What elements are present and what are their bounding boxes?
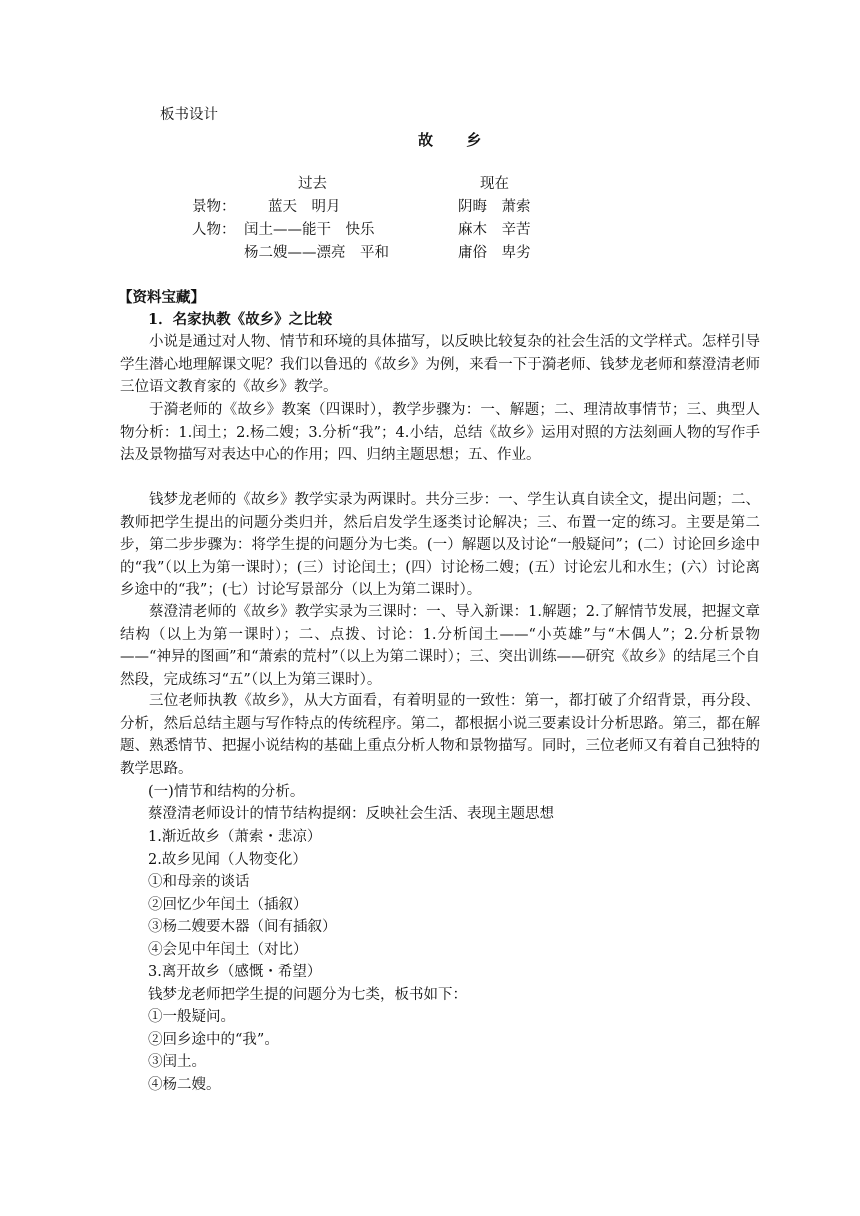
row-people-label: 人物： (192, 222, 236, 238)
row-people2-now: 庸俗 卑劣 (458, 245, 531, 261)
paragraph-5: 三位老师执教《故乡》，从大方面看，有着明显的一致性：第一，都打破了介绍背景，再分段、分析，然后总结主题与写作特点的传统程序。第二，都根据小说三要素设计分析思路。第三，都在解题、熟悉情节、把握小说结构的基础上重点分析人物和景物描写。同时，三位老师又有着自己独特的教学思路。 (120, 693, 760, 777)
list-item: ①一般疑问。 (148, 1009, 235, 1025)
board-title: 故 乡 (418, 131, 496, 149)
row-people-past: 闰土——能干 快乐 (244, 222, 375, 238)
row-scenery-label: 景物： (192, 199, 236, 215)
list-item: ④杨二嫂。 (148, 1077, 221, 1093)
list-item: ③杨二嫂要木器（间有插叙） (148, 919, 337, 935)
column-past: 过去 (298, 176, 327, 192)
list-item: ③闰土。 (148, 1054, 206, 1070)
paragraph-4: 蔡澄清老师的《故乡》教学实录为三课时：一、导入新课：1.解题；2.了解情节发展，把握文章结构（以上为第一课时）；二、点拨、讨论：1.分析闰土——“小英雄”与“木偶人”；2.分析景物——“神异的图画”和“萧索的荒村”（以上为第二课时）；三、突出训练——研究《故乡》的结尾三个自然段，完成练习“五”（以上为第三课时）。 (120, 604, 760, 688)
column-now: 现在 (480, 176, 509, 192)
section-subheading: 1．名家执教《故乡》之比较 (148, 311, 333, 328)
list-item: (一)情节和结构的分析。 (148, 784, 305, 800)
row-scenery-now: 阴晦 萧索 (458, 199, 531, 215)
list-item: 3.离开故乡（感慨・希望） (148, 964, 322, 980)
row-people-now: 麻木 辛苦 (458, 222, 531, 238)
list-item: 1.渐近故乡（萧索・悲凉） (148, 829, 322, 845)
paragraph-1: 小说是通过对人物、情节和环境的具体描写，以反映比较复杂的社会生活的文学样式。怎样引导学生潜心地理解课文呢？我们以鲁迅的《故乡》为例，来看一下于漪老师、钱梦龙老师和蔡澄清老师三位语文教育家的《故乡》教学。 (120, 334, 760, 395)
list-item: ②回忆少年闰土（插叙） (148, 897, 308, 913)
list-item: 钱梦龙老师把学生提的问题分为七类，板书如下： (148, 987, 467, 1003)
section-heading: 【资料宝藏】 (118, 289, 205, 306)
paragraph-2: 于漪老师的《故乡》教案（四课时），教学步骤为：一、解题；二、理清故事情节；三、典型人物分析：1.闰土；2.杨二嫂；3.分析“我”；4.小结，总结《故乡》运用对照的方法刻画人物的写作手法及景物描写对表达中心的作用；四、归纳主题思想；五、作业。 (120, 402, 760, 463)
list-item: ①和母亲的谈话 (148, 874, 250, 890)
list-item: ②回乡途中的“我”。 (148, 1032, 279, 1048)
list-item: 蔡澄清老师设计的情节结构提纲：反映社会生活、表现主题思想 (148, 806, 554, 822)
board-design-label: 板书设计 (160, 107, 218, 123)
list-item: 2.故乡见闻（人物变化） (148, 852, 307, 868)
list-item: ④会见中年闰土（对比） (148, 942, 308, 958)
row-people2-past: 杨二嫂——漂亮 平和 (244, 245, 389, 261)
row-scenery-past: 蓝天 明月 (268, 199, 341, 215)
paragraph-3: 钱梦龙老师的《故乡》教学实录为两课时。共分三步：一、学生认真自读全文，提出问题；二、教师把学生提出的问题分类归并，然后启发学生逐类讨论解决；三、布置一定的练习。主要是第二步，第二步步骤为：将学生提的问题分为七类。(一）解题以及讨论“一般疑问”；(二）讨论回乡途中的“我”（以上为第一课时）；(三）讨论闰土；(四）讨论杨二嫂；(五）讨论宏儿和水生；(六）讨论离乡途中的“我”；(七）讨论写景部分（以上为第二课时）。 (120, 492, 760, 598)
